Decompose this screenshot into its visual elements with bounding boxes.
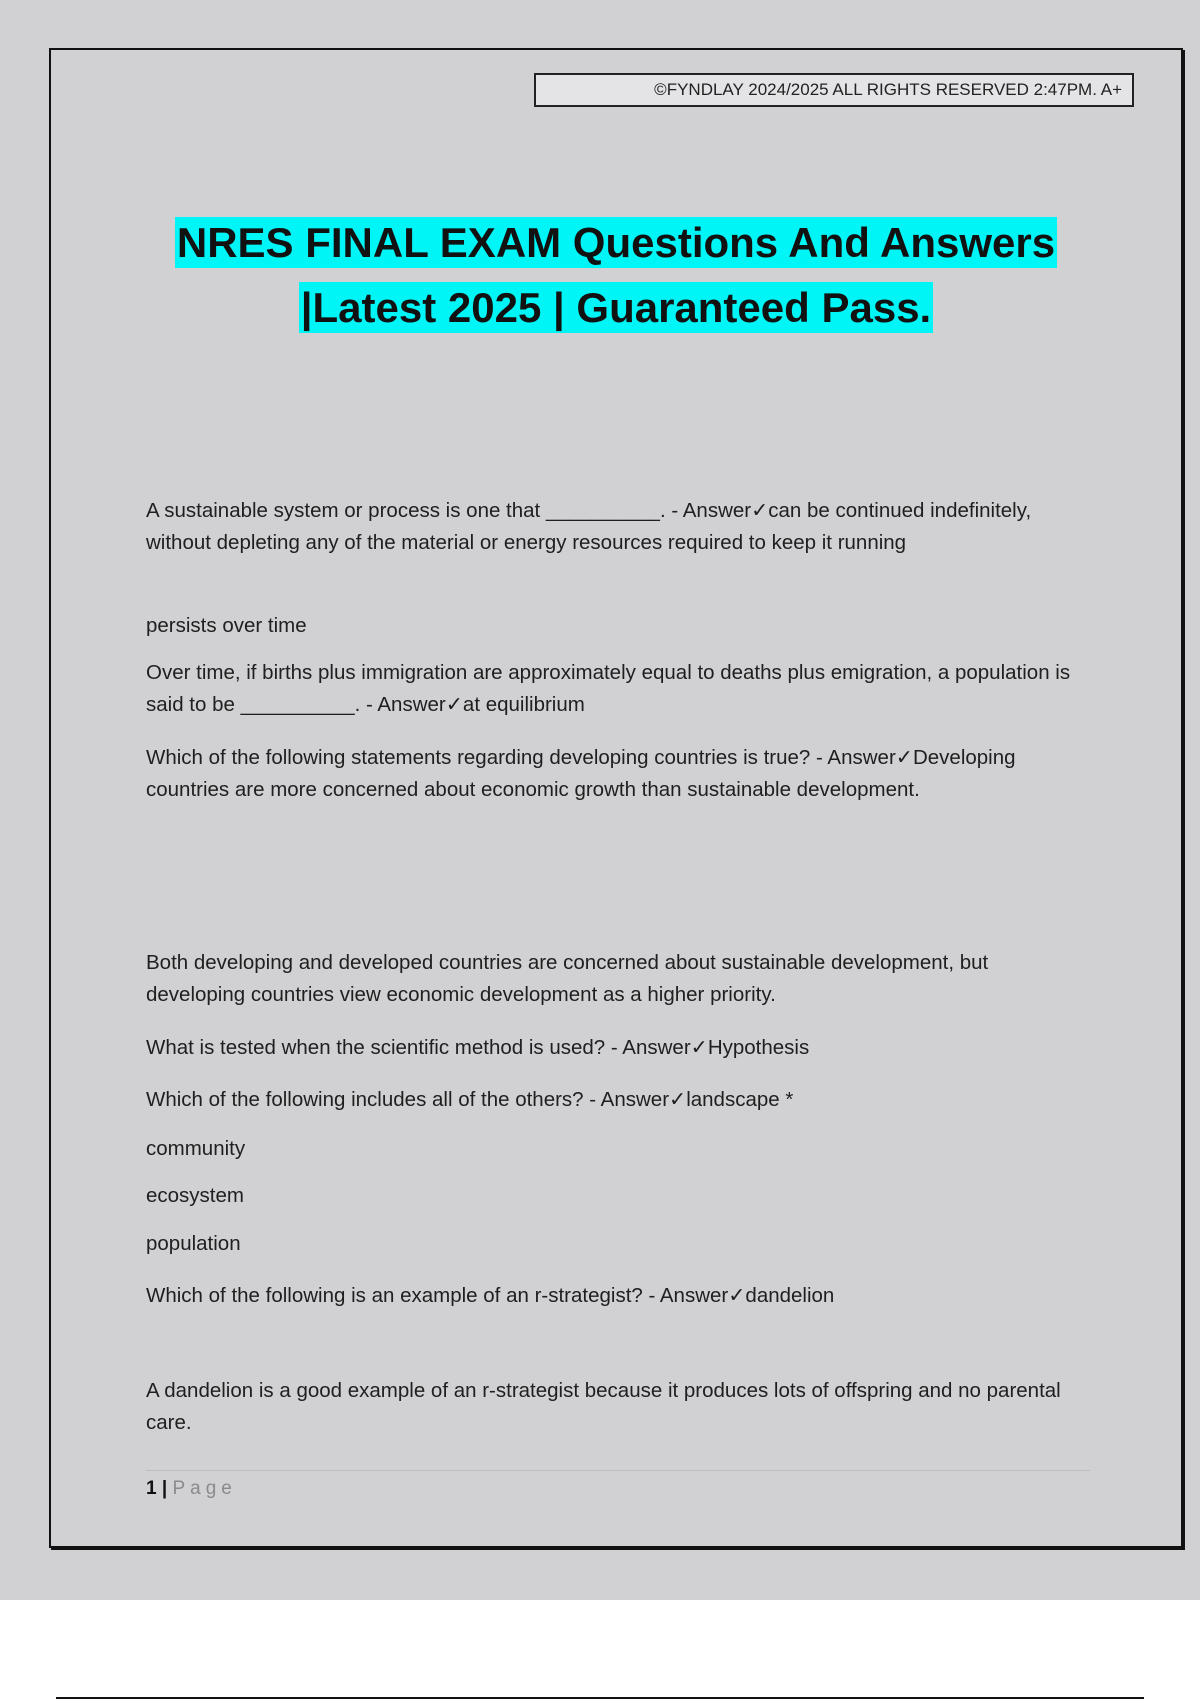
page-number: 1 bbox=[146, 1478, 157, 1499]
qa-paragraph: population bbox=[146, 1232, 241, 1255]
qa-paragraph: Which of the following statements regarding developing countries is true? - Answer✓Developing countries are more concerned about economic growth than sustainable development. bbox=[146, 746, 1016, 801]
qa-paragraph: A sustainable system or process is one that __________. - Answer✓can be continued indefinitely, without depleting any of the material or energy resources required to keep it running bbox=[146, 499, 1032, 554]
page-footer bbox=[146, 1470, 1090, 1503]
qa-paragraph: ecosystem bbox=[146, 1184, 244, 1207]
document-title bbox=[100, 210, 1132, 340]
bottom-divider bbox=[56, 1697, 1144, 1699]
page-label: Page bbox=[172, 1478, 237, 1499]
qa-paragraph: persists over time bbox=[146, 614, 307, 637]
qa-paragraph: Which of the following is an example of an r-strategist? - Answer✓dandelion bbox=[146, 1284, 835, 1307]
qa-paragraph: What is tested when the scientific method is used? - Answer✓Hypothesis bbox=[146, 1036, 810, 1059]
qa-paragraph: Over time, if births plus immigration are approximately equal to deaths plus emigration, a population is said to be __________. - Answer✓at equilibrium bbox=[146, 661, 1071, 716]
page-separator: | bbox=[156, 1478, 173, 1499]
title-line-1: NRES FINAL EXAM Questions And Answers bbox=[176, 219, 1056, 266]
qa-paragraph: Both developing and developed countries are concerned about sustainable development, but developing countries view economic development as a higher priority. bbox=[146, 951, 989, 1006]
qa-paragraph: Which of the following includes all of the others? - Answer✓landscape * bbox=[146, 1088, 794, 1111]
qa-paragraph: community bbox=[146, 1137, 246, 1160]
copyright-header: ©FYNDLAY 2024/2025 ALL RIGHTS RESERVED 2:47PM. A+ bbox=[534, 73, 1134, 107]
qa-paragraph: A dandelion is a good example of an r-strategist because it produces lots of offspring and no parental care. bbox=[146, 1379, 1061, 1434]
title-line-2: |Latest 2025 | Guaranteed Pass. bbox=[300, 284, 932, 331]
